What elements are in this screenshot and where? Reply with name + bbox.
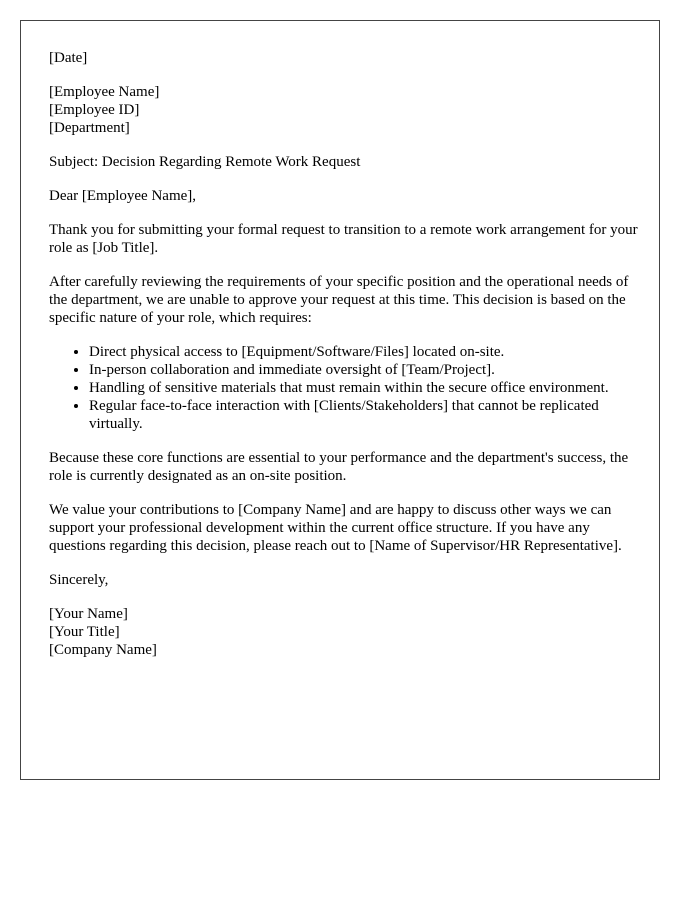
recipient-name: [Employee Name] [49,84,160,100]
subject-line: Subject: Decision Regarding Remote Work Request [49,154,361,170]
recipient-department: [Department] [49,120,130,136]
list-item: • Regular face-to-face interaction with [Clients/Stakeholders] that cannot be replicated virtually. [89,397,639,433]
paragraph-reasoning: Because these core functions are essential to your performance and the department's success, the role is currently designated as an on-site position. [49,450,629,484]
closing: Sincerely, [49,572,109,588]
paragraph-support: We value your contributions to [Company Name] and are happy to discuss other ways we can support your professional development within the current office structure. If you have any questions regarding this decision, please reach out to [Name of Supervisor/HR Representative]. [49,502,622,554]
list-item: • Handling of sensitive materials that must remain within the secure office environment. [89,379,639,397]
recipient-block [49,83,639,137]
letter-body [49,49,639,675]
date-line: [Date] [49,50,88,66]
paragraph-decision: After carefully reviewing the requirements of your specific position and the operational needs of the department, we are unable to approve your request at this time. This decision is based on the specific nature of your role, which requires: [49,274,629,326]
signature-name: [Your Name] [49,606,128,622]
recipient-id: [Employee ID] [49,102,140,118]
letter-page [20,20,660,780]
paragraph-intro: Thank you for submitting your formal request to transition to a remote work arrangement for your role as [Job Title]. [49,222,638,256]
signature-title: [Your Title] [49,624,120,640]
signature-company: [Company Name] [49,642,157,658]
signature-block [49,605,639,659]
list-item: • In-person collaboration and immediate oversight of [Team/Project]. [89,361,639,379]
list-item: • Direct physical access to [Equipment/Software/Files] located on-site. [89,343,639,361]
salutation: Dear [Employee Name], [49,188,197,204]
requirements-list [49,343,639,433]
